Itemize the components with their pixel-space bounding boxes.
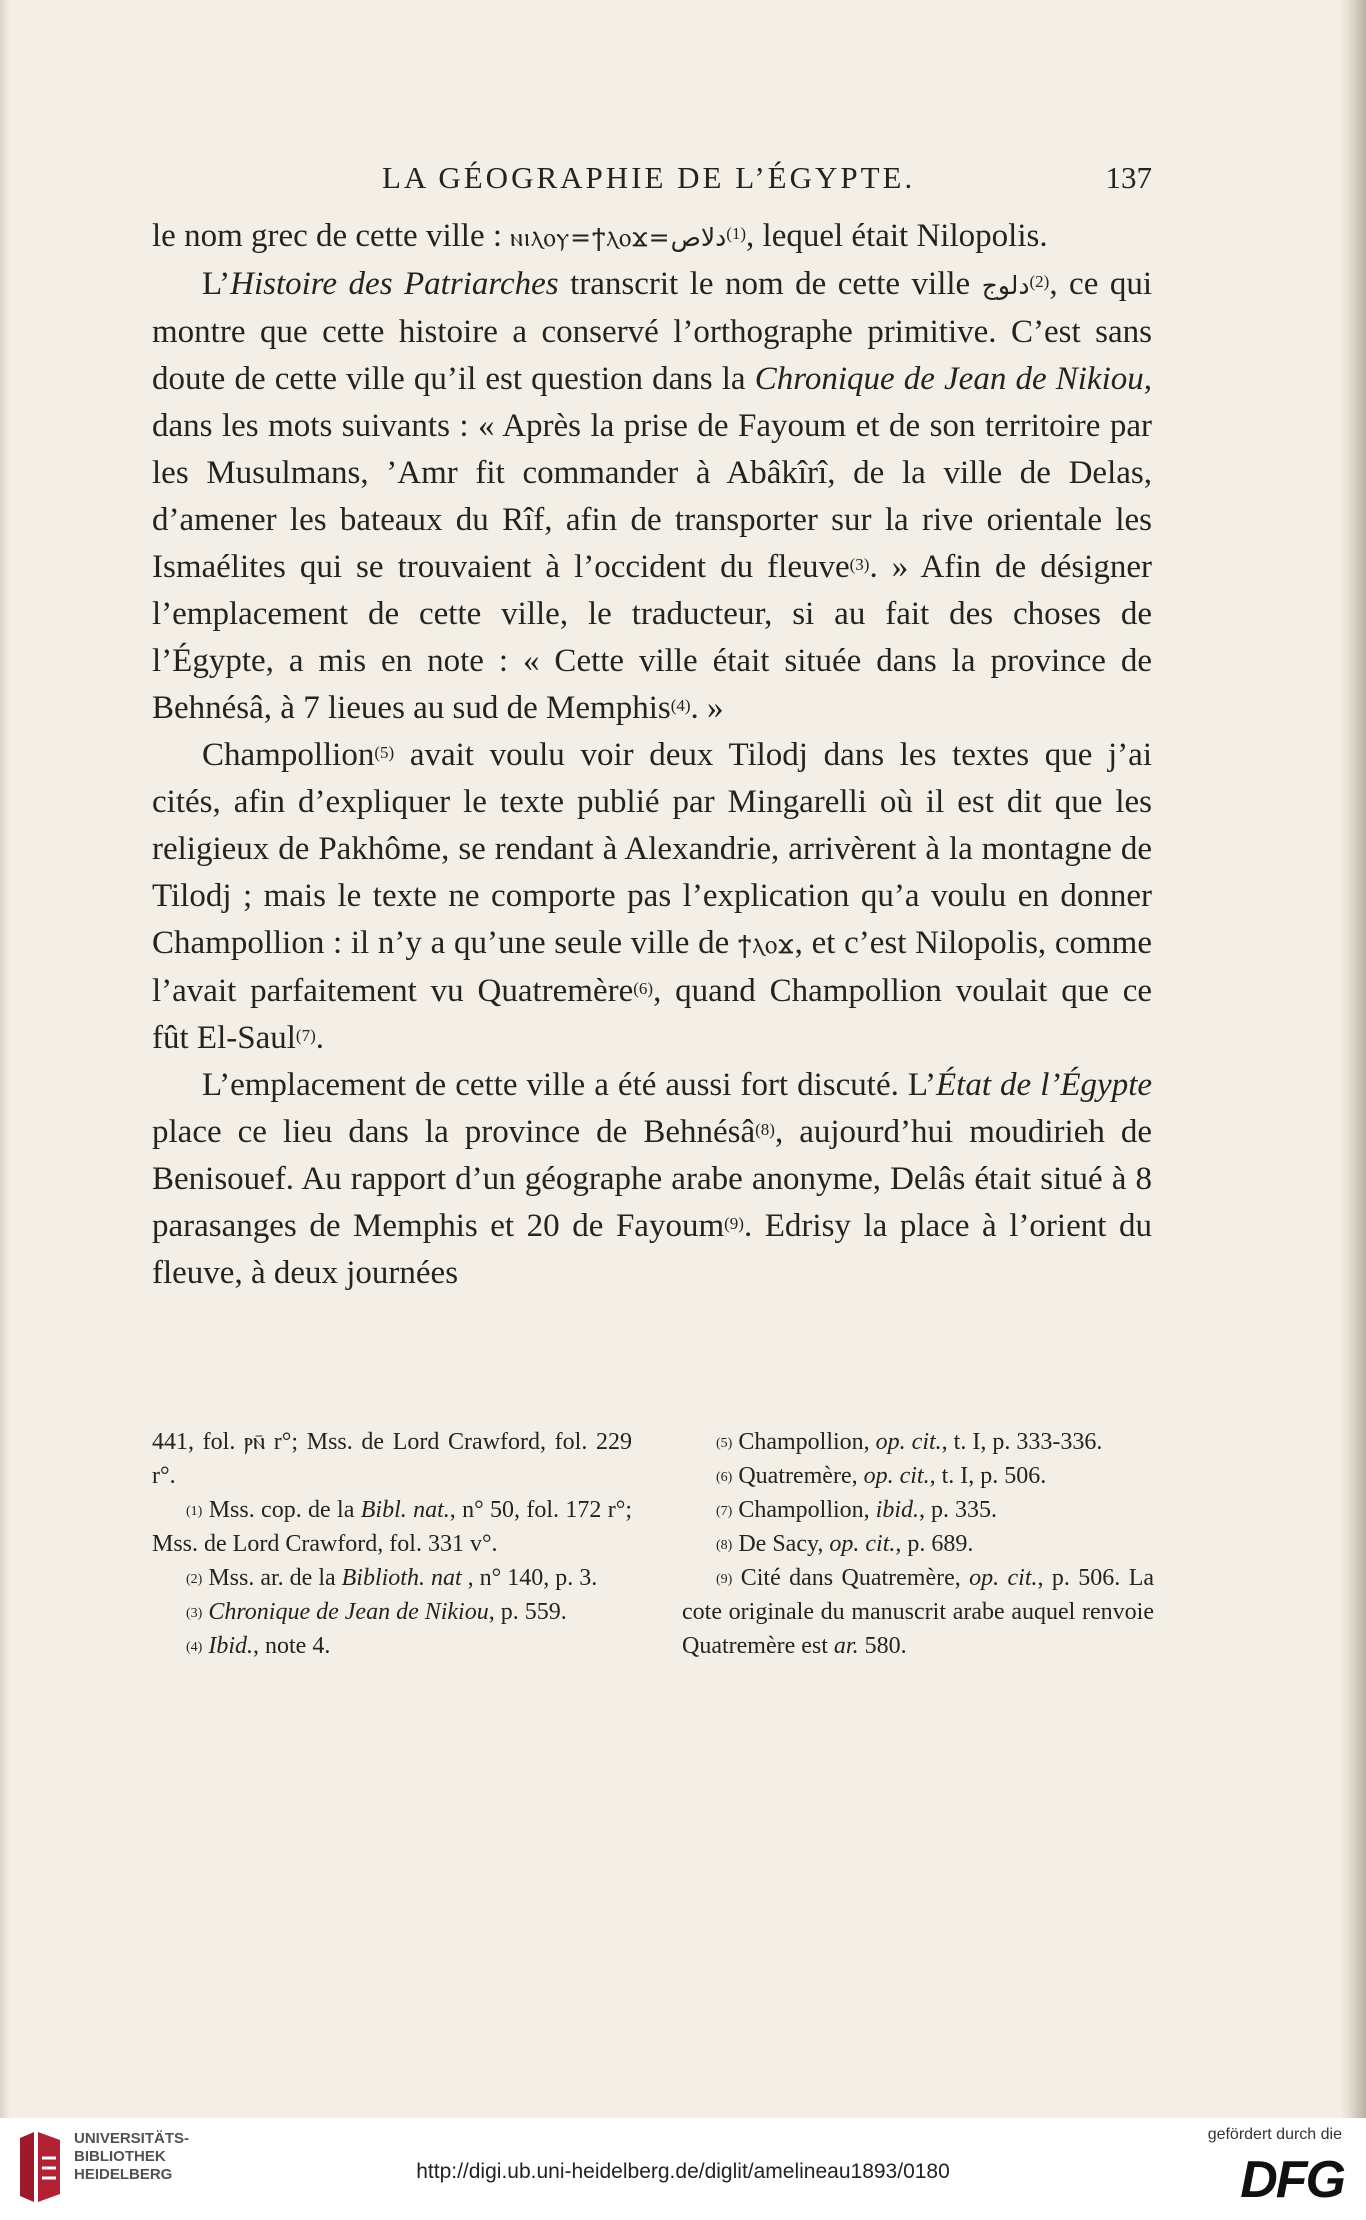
paragraph-4: L’emplacement de cette ville a été aussi fort discuté. L’État de l’Égypte place ce lieu dans la province de Behnésâ$^{(8)}$, aujourd’hui moudirieh de Benisouef. Au rapport d’un géographe arabe anonyme, Delâs était situé à 8 parasanges de Memphis et 20 de Fayoum$^{(9)}$. Edrisy la place à l’orient du fleuve, à deux journées xyxy=(152,1067,1153,1291)
footnote-6: $^{(6)}$ Quatremère, op. cit., t. I, p. 506. xyxy=(716,1463,1047,1489)
dfg-logo: DFG xyxy=(1240,2151,1344,2209)
footnote-5: $^{(5)}$ Champollion, op. cit., t. I, p. 333-336. xyxy=(716,1429,1103,1455)
footnote-ref: (6) xyxy=(633,979,654,998)
coptic-text: ⲛⲓⲗⲟⲩ=ϯⲗⲟϫ= xyxy=(510,223,671,252)
footnote-ref: (7) xyxy=(295,1026,316,1045)
paragraph-3: Champollion$^{(5)}$ avait voulu voir deux Tilodj dans les textes que j’ai cités, afin d’expliquer le texte publié par Mingarelli où il est dit que les religieux de Pakhôme, se rendant à Alexandrie, arrivèrent à la montagne de Tilodj ; mais le texte ne comporte pas l’explication qu’a voulu en donner Champollion : il n’y a qu’une seule ville de ϯⲗⲟϫ, et c’est Nilopolis, comme l’avait parfaitement vu Quatremère$^{(6)}$, quand Champollion voulait que ce fût El-Saul$^{(7)}$. xyxy=(152,737,1152,1056)
coptic-text: ϯⲗⲟϫ xyxy=(737,930,795,959)
arabic-text: دلوج xyxy=(981,271,1030,300)
footnote-ref: (3) xyxy=(849,555,870,574)
permalink-url[interactable]: http://digi.ub.uni-heidelberg.de/diglit/amelineau1893/0180 xyxy=(416,2160,950,2183)
running-head: LA GÉOGRAPHIE DE L’ÉGYPTE. xyxy=(382,160,916,195)
footnote-3: $^{(3)}$ Chronique de Jean de Nikiou, p. 559. xyxy=(186,1599,567,1625)
main-text xyxy=(152,213,1152,1297)
funding-label: gefördert durch die xyxy=(1207,2126,1342,2143)
footnote-9: $^{(9)}$ Cité dans Quatremère, op. cit., p. 506. La cote originale du manuscrit arabe auquel renvoie Quatremère est ar. 580. xyxy=(682,1565,1155,1659)
footnote-8: $^{(8)}$ De Sacy, op. cit., p. 689. xyxy=(716,1531,974,1557)
footnotes-left-column xyxy=(152,1425,632,1663)
footnotes-right-column xyxy=(682,1425,1154,1663)
page-gutter xyxy=(1348,0,1366,2220)
footnote-ref: (9) xyxy=(724,1214,744,1233)
footnote-ref: (4) xyxy=(670,696,691,715)
footnote-7: $^{(7)}$ Champollion, ibid., p. 335. xyxy=(716,1497,998,1523)
footnote-2: $^{(2)}$ Mss. ar. de la Biblioth. nat , n° 140, p. 3. xyxy=(186,1565,598,1591)
page-number: 137 xyxy=(1105,160,1152,195)
footnote-ref: (5) xyxy=(374,743,395,762)
footnote-ref: (1) xyxy=(726,224,747,243)
paragraph-2: L’Histoire des Patriarches transcrit le nom de cette ville دلوج$^{(2)}$, ce qui montre que cette histoire a conservé l’orthographe primitive. C’est sans doute de cette ville qu’il est question dans la Chronique de Jean de Nikiou, dans les mots suivants : « Après la prise de Fayoum et de son territoire par les Musulmans, ’Amr fit commander à Abâkîrî, de la ville de Delas, d’amener les bateaux du Rîf, afin de transporter sur la rive orientale les Ismaélites qui se trouvaient à l’occident du fleuve$^{(3)}$. » Afin de désigner l’emplacement de cette ville, le traducteur, si au fait des choses de l’Égypte, a mis en note : « Cette ville était située dans la province de Behnésâ, à 7 lieues au sud de Memphis$^{(4)}$. » xyxy=(152,266,1153,726)
page-header xyxy=(152,160,1152,200)
footnote-1: $^{(1)}$ Mss. cop. de la Bibl. nat., n° 50, fol. 172 r°; Mss. de Lord Crawford, fol. 331 v°. xyxy=(152,1497,633,1557)
footnote-ref: (8) xyxy=(755,1120,775,1139)
paragraph-1: le nom grec de cette ville : ⲛⲓⲗⲟⲩ=ϯⲗⲟϫ=دلاص$^{(1)}$, lequel était Nilopolis. xyxy=(152,218,1048,254)
library-name: UNIVERSITÄTS- BIBLIOTHEK HEIDELBERG xyxy=(74,2130,190,2183)
arabic-text: دلاص xyxy=(670,223,727,252)
footnote-4: $^{(4)}$ Ibid., note 4. xyxy=(186,1633,331,1659)
footnote-ref: (2) xyxy=(1029,272,1050,291)
footnote-continuation: 441, fol. ⲣⲛ̄ r°; Mss. de Lord Crawford, fol. 229 r°. xyxy=(152,1429,632,1489)
